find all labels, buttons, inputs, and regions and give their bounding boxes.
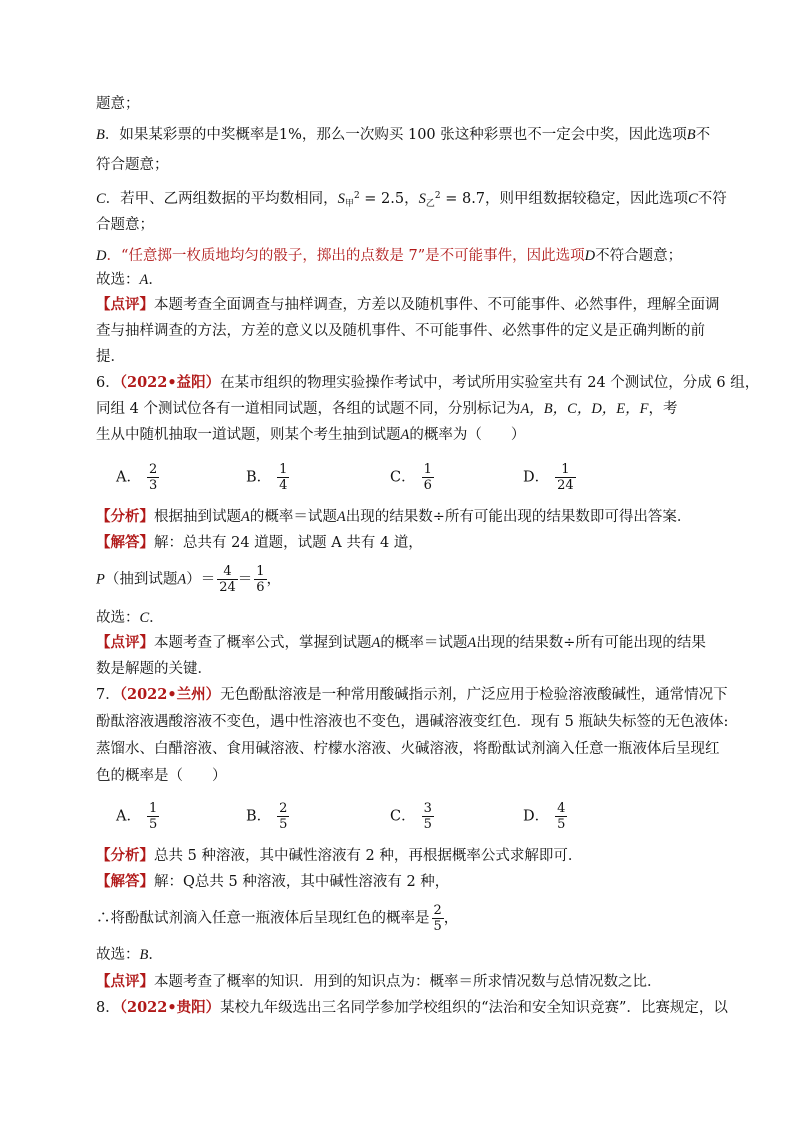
text-line: 题意；: [96, 96, 140, 112]
text-line: C．若甲、乙两组数据的平均数相同，$S_甲^2 = 2.5$，$S_乙^2 = 8.7$，则甲组数据较稳定，因此选项C不符: [96, 191, 727, 209]
fraction: $\frac{4}{24}$: [219, 564, 236, 595]
text-line: 色的概率是（ ）: [96, 768, 227, 784]
text-line: 同组 4 个测试位各有一道相同试题，各组的试题不同，分别标记为A，B，C，D，E，F，考: [96, 401, 678, 417]
text-line: 生从中随机抽取一道试题，则某个考生抽到试题A的概率为（ ）: [96, 427, 526, 443]
question-8: 8．（2022•贵阳）某校九年级选出三名同学参加学校组织的“法治和安全知识竞赛”．比赛规定，以: [96, 999, 728, 1016]
option-a: A． $\frac{2}{3}$: [116, 462, 158, 493]
text-line: 蒸馏水、白醋溶液、食用碱溶液、柠檬水溶液、火碱溶液，将酚酞试剂滴入任意一瓶液体后呈现红: [96, 741, 720, 757]
option-b: B． $\frac{2}{5}$: [246, 801, 288, 832]
answer-line: 【解答】解：总共有 24 道题，试题 A 共有 4 道，: [96, 534, 423, 551]
fraction: $\frac{1}{5}$: [148, 801, 158, 832]
option-b: B． $\frac{1}{4}$: [246, 462, 288, 493]
text-line: 酚酞溶液遇酸溶液不变色，遇中性溶液也不变色，遇碱溶液变红色．现有 5 瓶缺失标签的无色液体:: [96, 714, 729, 730]
fraction: $\frac{1}{6}$: [423, 462, 432, 493]
comment-line: 【点评】本题考查了概率的知识．用到的知识点为：概率＝所求情况数与总情况数之比．: [96, 973, 662, 990]
text-line: 符合题意；: [96, 157, 169, 173]
fraction: $\frac{4}{5}$: [557, 801, 566, 832]
formula-line: P（抽到试题A）＝ $\frac{4}{24}$ ＝ $\frac{1}{6}$ ，: [96, 564, 282, 595]
fraction: $\frac{2}{5}$: [279, 801, 288, 832]
comment-line: 【点评】本题考查了概率公式，掌握到试题A的概率＝试题A出现的结果数÷所有可能出现的结果: [96, 634, 706, 651]
formula-line: ∴将酚酞试剂滴入任意一瓶液体后呈现红色的概率是 $\frac{2}{5}$ ，: [96, 903, 459, 934]
fraction: $\frac{1}{6}$: [256, 564, 265, 595]
fraction: $\frac{3}{5}$: [423, 801, 432, 832]
fraction: $\frac{1}{24}$: [557, 462, 574, 493]
text-line: 查与抽样调查的方法，方差的意义以及随机事件、不可能事件、必然事件的定义是正确判断的前: [96, 323, 705, 339]
question-7: 7．（2022•兰州）无色酚酞溶液是一种常用酸碱指示剂，广泛应用于检验溶液酸碱性，通常情况下: [96, 686, 728, 703]
option-c: C． $\frac{1}{6}$: [390, 462, 432, 493]
answer-line: 【解答】解：Q总共 5 种溶液，其中碱性溶液有 2 种，: [96, 873, 450, 890]
option-c: C． $\frac{3}{5}$: [390, 801, 432, 832]
analysis-line: 【分析】根据抽到试题A的概率＝试题A出现的结果数÷所有可能出现的结果数即可得出答案．: [96, 508, 692, 525]
text-line: 数是解题的关键．: [96, 661, 212, 677]
fraction: $\frac{1}{4}$: [279, 462, 288, 493]
text-line: 提．: [96, 349, 125, 365]
text-line: 故选：C．: [96, 610, 164, 626]
question-6: 6．（2022•益阳）在某市组织的物理实验操作考试中，考试所用实验室共有 24 个测试位，分成 6 组，: [96, 374, 760, 391]
option-d: D． $\frac{4}{5}$: [523, 801, 566, 832]
analysis-line: 【分析】总共 5 种溶液，其中碱性溶液有 2 种，再根据概率公式求解即可．: [96, 847, 583, 864]
fraction: $\frac{2}{3}$: [148, 462, 158, 493]
fraction: $\frac{2}{5}$: [433, 903, 442, 934]
comment-line: 【点评】本题考查全面调查与抽样调查，方差以及随机事件、不可能事件、必然事件，理解全面调: [96, 296, 720, 313]
text-line: 合题意；: [96, 217, 154, 233]
option-a: A． $\frac{1}{5}$: [116, 801, 158, 832]
text-line: D．“任意掷一枚质地均匀的骰子，掷出的点数是 7”是不可能事件，因此选项D不符合题意；: [96, 248, 683, 264]
option-d: D． $\frac{1}{24}$: [523, 462, 574, 493]
text-line: 故选：B．: [96, 947, 163, 963]
text-line: B．如果某彩票的中奖概率是1%，那么一次购买 100 张这种彩票也不一定会中奖，因此选项B不: [96, 127, 711, 143]
text-line: 故选：A．: [96, 272, 163, 288]
